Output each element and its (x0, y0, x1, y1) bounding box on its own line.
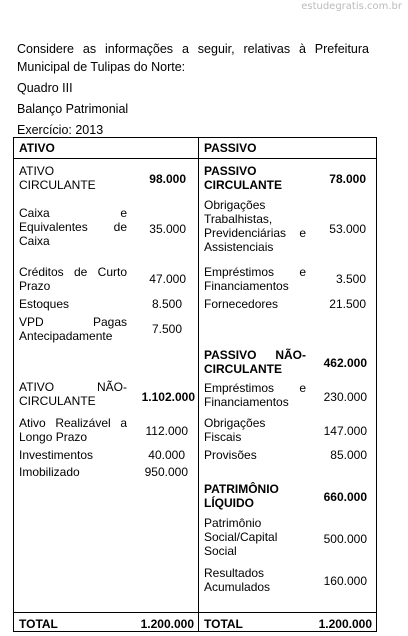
intro-paragraph: Considere as informações a seguir, relativas à Prefeitura Municipal de Tulipas do Norte: (17, 42, 369, 74)
ativo-nao-circulante-label: ATIVO NÃO-CIRCULANTE (19, 380, 127, 408)
watermark: estudegratis.com.br (301, 1, 402, 12)
passivo-item-obrigacoes-trab-value: 53.000 (329, 222, 366, 236)
total-passivo-label: TOTAL (204, 617, 243, 631)
passivo-nc-item-emprestimos-value: 230.000 (323, 390, 367, 404)
header-divider (14, 158, 376, 159)
balance-sheet-table (13, 137, 377, 632)
intro-text (17, 40, 369, 139)
passivo-nao-circulante-value: 462.000 (323, 356, 367, 370)
ativo-item-investimentos: Investimentos (19, 448, 94, 462)
passivo-nc-item-provisoes: Provisões (204, 448, 257, 462)
passivo-item-obrigacoes-trab: Obrigações Trabalhistas, Previdenciárias e Assistenciais (204, 198, 306, 254)
total-passivo-value: 1.200.000 (318, 617, 372, 631)
passivo-item-fornecedores: Fornecedores (204, 297, 279, 311)
passivo-nc-item-emprestimos: Empréstimos e Financiamentos (204, 381, 306, 409)
ativo-item-estoques: Estoques (19, 297, 70, 311)
passivo-nc-item-obrigacoes-fiscais-value: 147.000 (323, 424, 367, 438)
passivo-nc-item-obrigacoes-fiscais: Obrigações Fiscais (204, 416, 266, 444)
ativo-item-caixa-value: 35.000 (149, 222, 186, 236)
column-divider (198, 138, 199, 631)
passivo-item-emprestimos: Empréstimos e Financiamentos (204, 265, 306, 293)
pl-item-patrimonio-social-value: 500.000 (323, 532, 367, 546)
ativo-item-imobilizado-value: 950.000 (144, 465, 188, 479)
ativo-item-realizavel-value: 112.000 (145, 424, 188, 438)
quadro-label: Quadro III (17, 81, 73, 95)
total-divider (14, 612, 376, 613)
passivo-nc-item-provisoes-value: 85.000 (330, 448, 367, 462)
ativo-item-creditos: Créditos de Curto Prazo (19, 265, 127, 293)
passivo-item-fornecedores-value: 21.500 (329, 297, 366, 311)
ativo-item-caixa: Caixa e Equivalentes de Caixa (19, 206, 127, 248)
ativo-item-vpd: VPD Pagas Antecipadamente (19, 315, 127, 343)
ativo-circulante-value: 98.000 (149, 172, 186, 186)
ativo-item-imobilizado: Imobilizado (19, 465, 80, 479)
exercise-year: Exercício: 2013 (17, 123, 104, 137)
ativo-item-estoques-value: 8.500 (151, 297, 182, 311)
pl-item-patrimonio-social: Patrimônio Social/Capital Social (204, 516, 278, 558)
patrimonio-liquido-value: 660.000 (323, 490, 367, 504)
total-ativo-value: 1.200.000 (140, 617, 194, 631)
total-ativo-label: TOTAL (19, 617, 58, 631)
ativo-item-realizavel: Ativo Realizável a Longo Prazo (19, 416, 127, 444)
ativo-item-creditos-value: 47.000 (149, 272, 186, 286)
pl-item-resultados-value: 160.000 (323, 574, 367, 588)
ativo-header: ATIVO (19, 141, 55, 155)
passivo-circulante-label: PASSIVO CIRCULANTE (204, 164, 282, 192)
passivo-header: PASSIVO (204, 141, 257, 155)
passivo-item-emprestimos-value: 3.500 (335, 272, 366, 286)
passivo-nao-circulante-label: PASSIVO NÃO-CIRCULANTE (204, 348, 306, 376)
pl-item-resultados: Resultados Acumulados (204, 566, 271, 594)
passivo-circulante-value: 78.000 (329, 172, 366, 186)
ativo-circulante-label: ATIVO CIRCULANTE (19, 164, 96, 192)
patrimonio-liquido-label: PATRIMÔNIO LÍQUIDO (204, 482, 279, 510)
ativo-item-vpd-value: 7.500 (151, 322, 182, 336)
ativo-nao-circulante-value: 1.102.000 (141, 390, 195, 404)
ativo-item-investimentos-value: 40.000 (148, 448, 185, 462)
balance-title: Balanço Patrimonial (17, 102, 129, 116)
